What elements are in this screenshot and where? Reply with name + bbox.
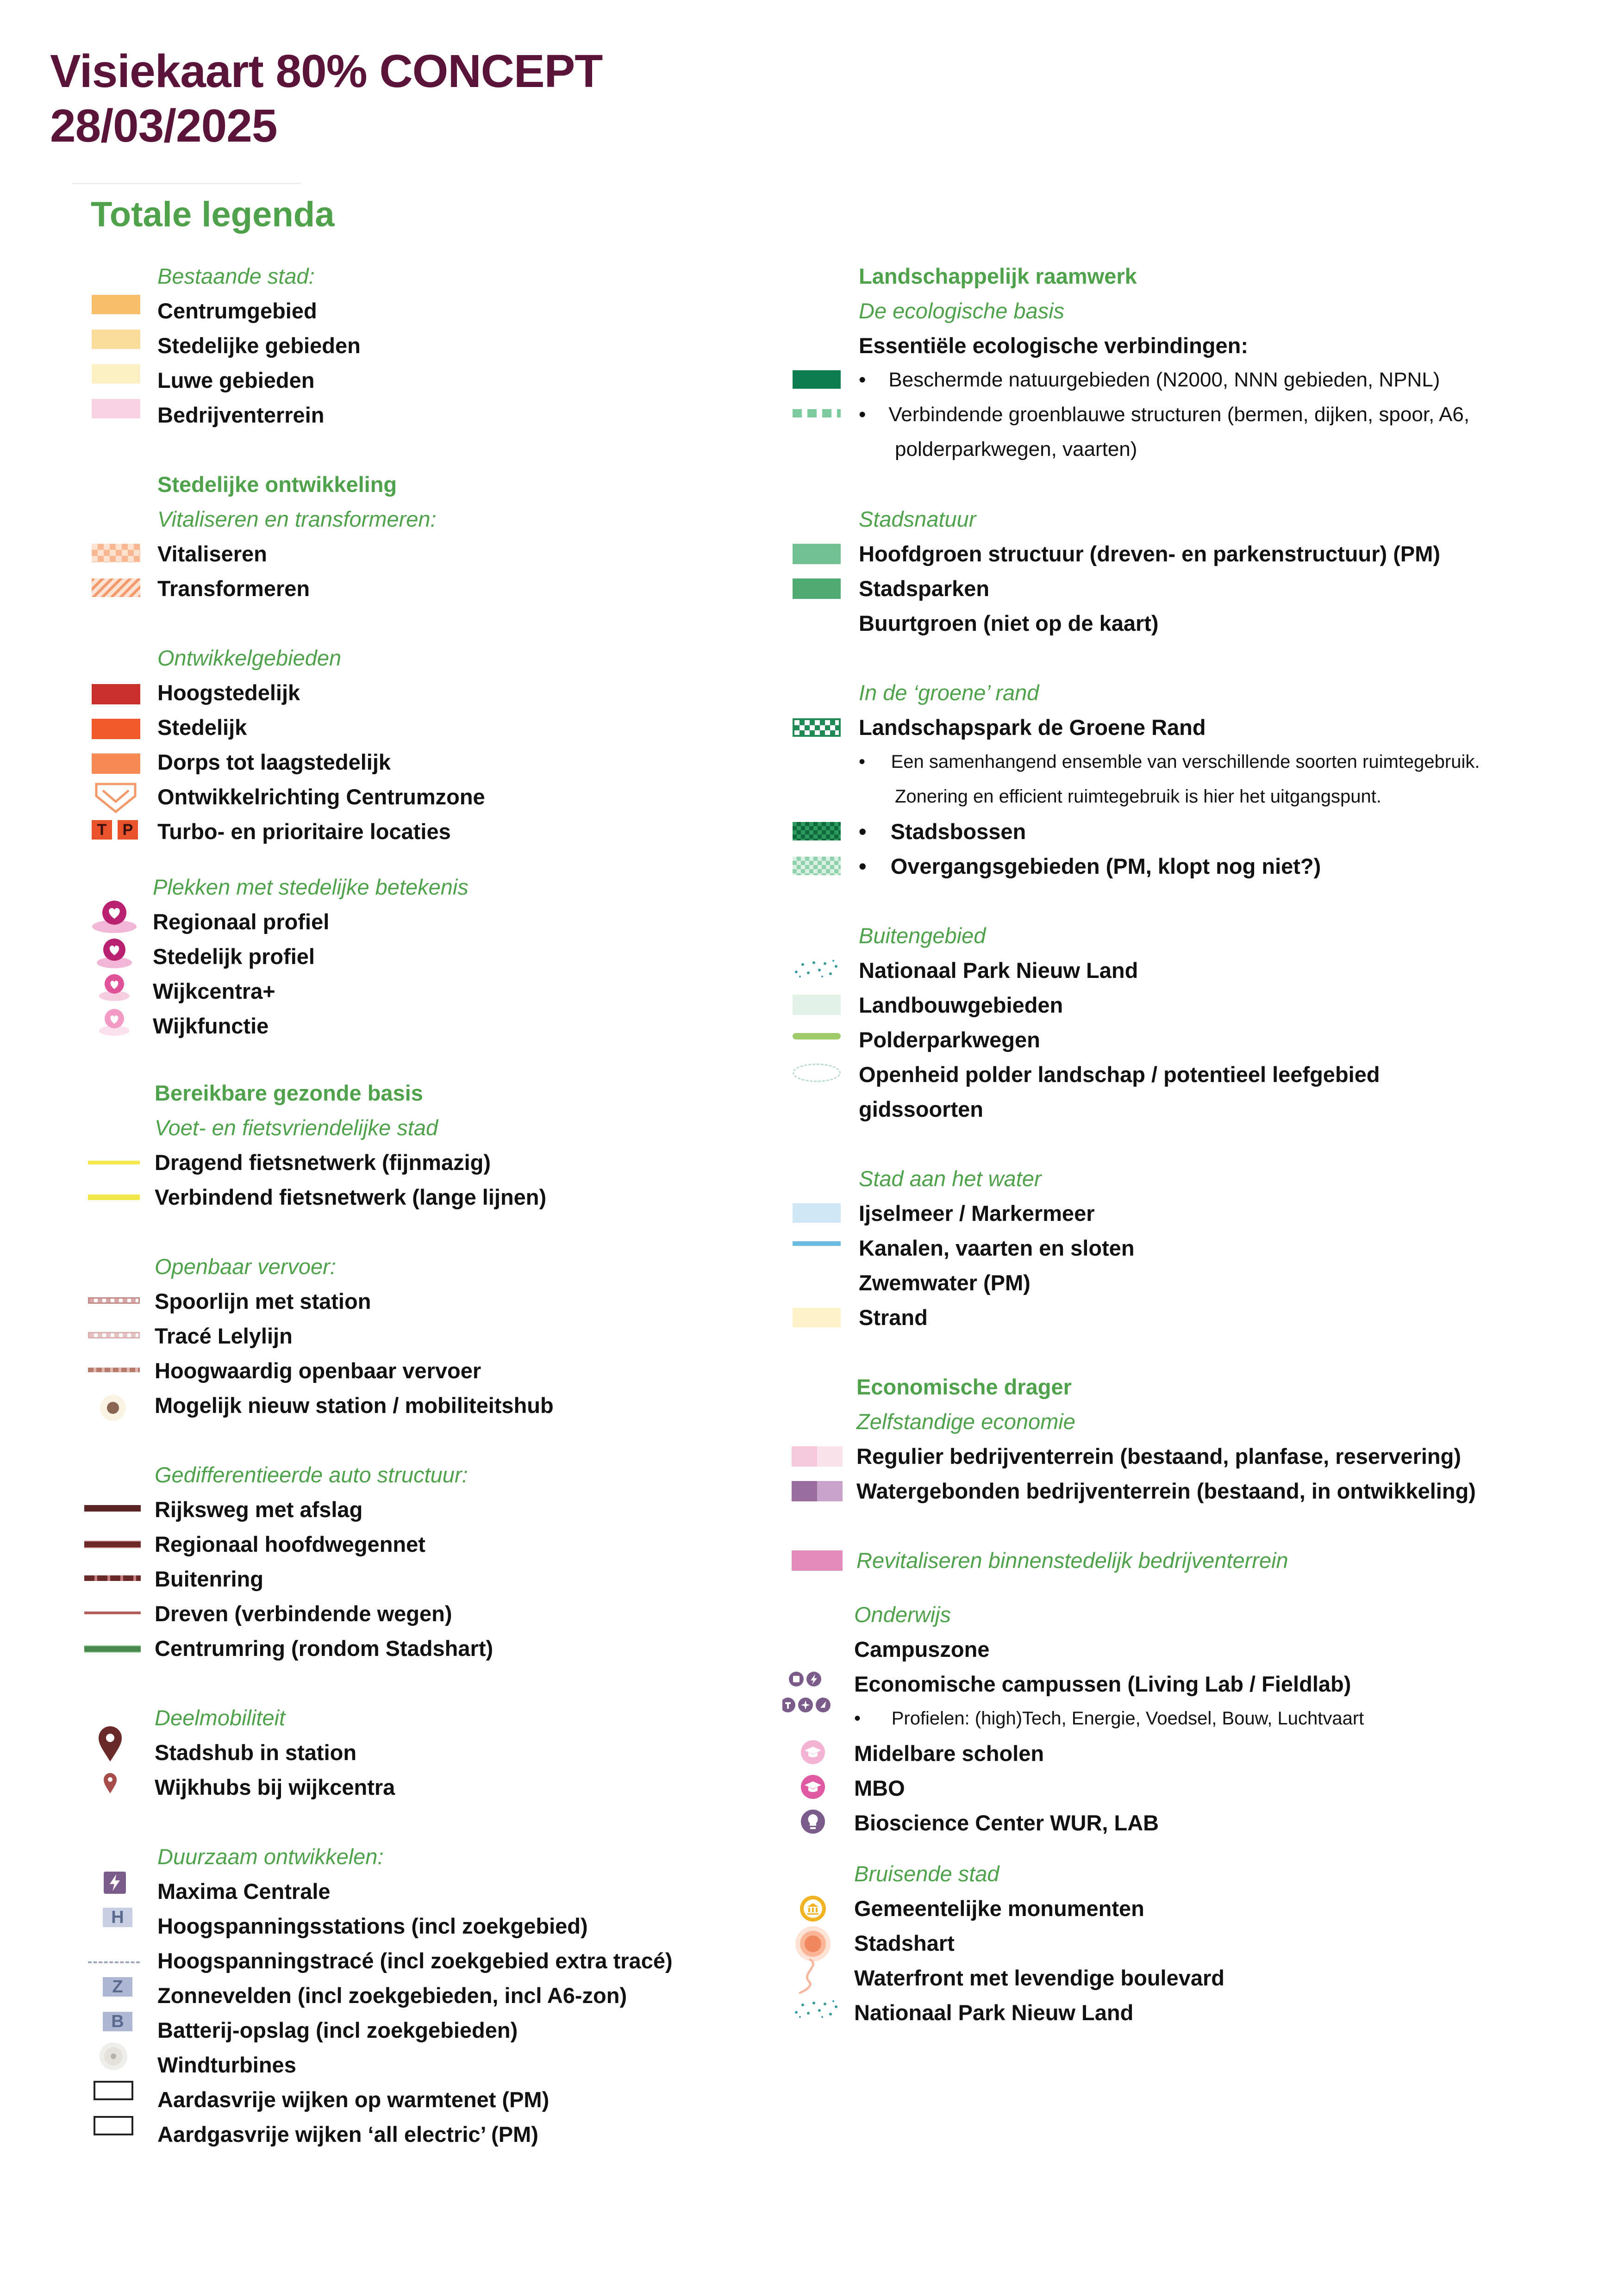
zonneveld-z-icon: Z [103, 1977, 132, 1997]
wijkcentra-icon [95, 971, 134, 1003]
legend-item: Gemeentelijke monumenten [854, 1896, 1144, 1921]
wijkfunctie-icon [95, 1006, 134, 1038]
legend-item: Openheid polder landschap / potentieel leefgebied [859, 1062, 1380, 1087]
legend-item: Vitaliseren [157, 541, 267, 566]
regionaal-profiel-icon [89, 898, 140, 935]
school-cap-icon [800, 1739, 826, 1765]
note-line-2: Zonering en efficient ruimtegebruik is hier het uitgangspunt. [895, 786, 1381, 807]
legend-item: Stedelijke gebieden [157, 333, 361, 358]
legend-item: Kanalen, vaarten en sloten [859, 1235, 1135, 1260]
legend-item: Rijksweg met afslag [155, 1497, 363, 1522]
legend-item: Stadshub in station [155, 1740, 357, 1765]
legend-item: Tracé Lelylijn [155, 1323, 293, 1348]
legend-item: • Verbindende groenblauwe structuren (bermen, dijken, spoor, A6, [859, 403, 1470, 426]
line-verbindend-fietsnetwerk [88, 1195, 140, 1200]
legend-item: Bioscience Center WUR, LAB [854, 1810, 1159, 1835]
monument-icon [799, 1895, 827, 1923]
line-dreven [84, 1612, 141, 1614]
title-line-2: 28/03/2025 [50, 100, 277, 152]
arrow-down-icon [93, 782, 139, 815]
section-sub-water: Stad aan het water [859, 1166, 1042, 1191]
section-sub-vitaliseren: Vitaliseren en transformeren: [157, 506, 437, 531]
swatch-hoogstedelijk [92, 684, 140, 704]
line-polderparkwegen [793, 1033, 841, 1039]
line-rijksweg [84, 1505, 141, 1512]
legend-item: Midelbare scholen [854, 1741, 1044, 1766]
page-title [50, 44, 602, 153]
bioscience-bulb-icon [800, 1809, 826, 1835]
swatch-transformeren [92, 579, 140, 597]
legend-item: Hoogstedelijk [157, 680, 300, 705]
swatch-bedrijventerrein [92, 399, 140, 418]
section-sub-groene-rand: In de ‘groene’ rand [859, 680, 1039, 705]
swatch-stedelijk [92, 719, 140, 739]
legend-item: Nationaal Park Nieuw Land [859, 958, 1138, 983]
legend-item: Buitenring [155, 1566, 263, 1591]
section-head-economie: Economische drager [856, 1374, 1072, 1399]
legend-item: Luwe gebieden [157, 367, 315, 392]
swatch-stadsparken [793, 579, 841, 599]
legend-item: Strand [859, 1305, 928, 1330]
section-head-bereikbaar: Bereikbare gezonde basis [155, 1080, 423, 1105]
section-sub-bruisende-stad: Bruisende stad [854, 1861, 999, 1886]
legend-item: Zonnevelden (incl zoekgebieden, incl A6-zon) [157, 1983, 627, 2008]
section-sub-duurzaam: Duurzaam ontwikkelen: [157, 1844, 384, 1869]
legend-item: Dreven (verbindende wegen) [155, 1601, 452, 1626]
section-sub-deelmobiliteit: Deelmobiliteit [155, 1705, 286, 1730]
swatch-aardasvrije-warmtenet [94, 2081, 133, 2100]
swatch-revitaliseren-bedrijventerrein [792, 1550, 843, 1571]
wijkhub-pin-icon [103, 1773, 118, 1794]
legend-item: Bedrijventerrein [157, 402, 325, 427]
essentiele-verbindingen: Essentiële ecologische verbindingen: [859, 333, 1249, 358]
campus-profile-icons [782, 1671, 838, 1722]
legend-divider [72, 183, 301, 184]
legend-item: Campuszone [854, 1636, 990, 1661]
swatch-regulier-bedrijventerrein [792, 1446, 843, 1467]
section-sub-zelfstandige-economie: Zelfstandige economie [856, 1409, 1075, 1434]
nationaal-park-dots-icon [793, 1998, 841, 2019]
legend-item: Watergebonden bedrijventerrein (bestaand, in ontwikkeling) [856, 1478, 1476, 1503]
section-head-landschap: Landschappelijk raamwerk [859, 263, 1137, 288]
legend-item: Polderparkwegen [859, 1027, 1040, 1052]
section-sub-ov: Openbaar vervoer: [155, 1254, 336, 1279]
legend-title: Totale legenda [91, 195, 335, 234]
lightning-icon [104, 1872, 126, 1894]
legend-item: Stadshart [854, 1930, 955, 1955]
section-sub-auto: Gedifferentieerde auto structuur: [155, 1462, 468, 1487]
note-line-1: • Een samenhangend ensemble van verschillende soorten ruimtegebruik. [859, 751, 1480, 772]
legend-item: Stedelijk [157, 715, 247, 740]
section-sub-voet-fiets: Voet- en fietsvriendelijke stad [155, 1115, 438, 1140]
line-buitenring [84, 1575, 141, 1581]
swatch-stadsbossen [793, 822, 841, 840]
swatch-watergebonden-bedrijventerrein [792, 1481, 843, 1501]
legend-item: Regulier bedrijventerrein (bestaand, planfase, reservering) [856, 1444, 1461, 1468]
legend-item: Nationaal Park Nieuw Land [854, 2000, 1134, 2025]
swatch-vitaliseren [92, 544, 140, 562]
legend-item: Ontwikkelrichting Centrumzone [157, 784, 485, 809]
title-line-1: Visiekaart 80% CONCEPT [50, 45, 603, 97]
stadshart-icon [794, 1925, 831, 1962]
windturbine-icon [98, 2041, 129, 2072]
swatch-stedelijke-gebieden [92, 330, 140, 349]
line-centrumring [84, 1645, 141, 1653]
line-spoorlijn [88, 1297, 140, 1304]
section-sub-plekken: Plekken met stedelijke betekenis [153, 874, 468, 899]
swatch-openheid-polder [793, 1064, 841, 1082]
legend-item: Hoogspanningsstations (incl zoekgebied) [157, 1913, 588, 1938]
section-sub-onderwijs: Onderwijs [854, 1602, 951, 1627]
swatch-landschapspark [793, 718, 841, 737]
swatch-dorps [92, 753, 140, 774]
legend-item: Ijselmeer / Markermeer [859, 1201, 1095, 1226]
legend-item: Regionaal profiel [153, 909, 330, 934]
legend-item: • Overgangsgebieden (PM, klopt nog niet?) [859, 853, 1321, 878]
legend-item: Stadsparken [859, 576, 990, 601]
section-sub-stadsnatuur: Stadsnatuur [859, 506, 976, 531]
hoogspanningsstation-h-icon: H [103, 1908, 132, 1927]
legend-item: Wijkcentra+ [153, 978, 275, 1003]
legend-item: Maxima Centrale [157, 1879, 331, 1904]
note-profielen: • Profielen: (high)Tech, Energie, Voedsel, Bouw, Luchtvaart [854, 1708, 1364, 1729]
mbo-cap-icon [800, 1774, 826, 1800]
legend-item: Batterij-opslag (incl zoekgebieden) [157, 2017, 518, 2042]
line-hoogwaardig-ov [88, 1368, 140, 1372]
swatch-landbouw [793, 995, 841, 1015]
legend-item: Economische campussen (Living Lab / Fieldlab) [854, 1671, 1351, 1696]
legend-item: Mogelijk nieuw station / mobiliteitshub [155, 1393, 554, 1418]
legend-item: • Stadsbossen [859, 819, 1026, 844]
legend-item: Dorps tot laagstedelijk [157, 749, 391, 774]
section-sub-ontwikkelgebieden: Ontwikkelgebieden [157, 645, 342, 670]
turbo-t-icon: T [92, 820, 112, 840]
line-kanalen [793, 1241, 841, 1246]
legend-item: Spoorlijn met station [155, 1288, 371, 1313]
legend-item: Hoogspanningstracé (incl zoekgebied extra tracé) [157, 1948, 673, 1973]
line-hoogspanningstrace [88, 1961, 140, 1963]
legend-item: Hoofdgroen structuur (dreven- en parkenstructuur) (PM) [859, 541, 1441, 566]
legend-item: Aardasvrije wijken op warmtenet (PM) [157, 2087, 550, 2112]
legend-item: Stedelijk profiel [153, 944, 315, 969]
legend-item: Windturbines [157, 2052, 296, 2077]
legend-item: Dragend fietsnetwerk (fijnmazig) [155, 1150, 491, 1175]
swatch-aardgasvrije-electric [94, 2116, 133, 2135]
legend-item: Centrumgebied [157, 298, 317, 323]
legend-item: Landbouwgebieden [859, 992, 1063, 1017]
legend-item: Regionaal hoofdwegennet [155, 1531, 425, 1556]
swatch-beschermde-natuur [793, 370, 841, 389]
section-sub-buitengebied: Buitengebied [859, 923, 986, 948]
swatch-centrumgebied [92, 295, 140, 314]
waterfront-curve-icon [793, 1958, 830, 1995]
legend-item-cont: gidssoorten [859, 1096, 983, 1121]
legend-item: Transformeren [157, 576, 310, 601]
line-trace-lelylijn [88, 1332, 140, 1338]
nationaal-park-dots-icon [793, 958, 841, 978]
swatch-strand [793, 1308, 841, 1327]
turbo-p-icon: P [118, 820, 138, 840]
swatch-ijselmeer [793, 1203, 841, 1223]
legend-item: Landschapspark de Groene Rand [859, 715, 1206, 740]
line-dragend-fietsnetwerk [88, 1161, 140, 1164]
section-sub-ecologische-basis: De ecologische basis [859, 298, 1065, 323]
batterij-b-icon: B [103, 2012, 132, 2031]
line-regionaal-hoofdwegennet [84, 1541, 141, 1548]
section-sub-bestaande-stad: Bestaande stad: [157, 263, 315, 288]
swatch-overgangsgebieden [793, 857, 841, 875]
legend-item: Verbindend fietsnetwerk (lange lijnen) [155, 1184, 547, 1209]
stedelijk-profiel-icon [93, 936, 137, 971]
swatch-luwe-gebieden [92, 364, 140, 384]
legend-item: Buurtgroen (niet op de kaart) [859, 610, 1159, 635]
legend-item: Turbo- en prioritaire locaties [157, 819, 451, 844]
legend-item: Hoogwaardig openbaar vervoer [155, 1358, 481, 1383]
legend-item: MBO [854, 1775, 905, 1800]
section-head-stedelijke-ontwikkeling: Stedelijke ontwikkeling [157, 472, 397, 497]
swatch-groenblauwe-structuren [793, 409, 841, 417]
legend-item: Aardgasvrije wijken ‘all electric’ (PM) [157, 2122, 538, 2147]
legend-item: Waterfront met levendige boulevard [854, 1965, 1225, 1990]
legend-item: Wijkhubs bij wijkcentra [155, 1774, 395, 1799]
legend-item: Wijkfunctie [153, 1013, 269, 1038]
swatch-hoofdgroen [793, 544, 841, 564]
legend-item: Revitaliseren binnenstedelijk bedrijventerrein [856, 1548, 1288, 1573]
legend-item: • Beschermde natuurgebieden (N2000, NNN gebieden, NPNL) [859, 368, 1440, 391]
legend-item: Zwemwater (PM) [859, 1270, 1031, 1295]
legend-item: Centrumring (rondom Stadshart) [155, 1636, 493, 1661]
legend-item-cont: polderparkwegen, vaarten) [895, 438, 1137, 460]
stadshub-pin-icon [97, 1725, 123, 1762]
station-hub-icon [98, 1393, 128, 1423]
